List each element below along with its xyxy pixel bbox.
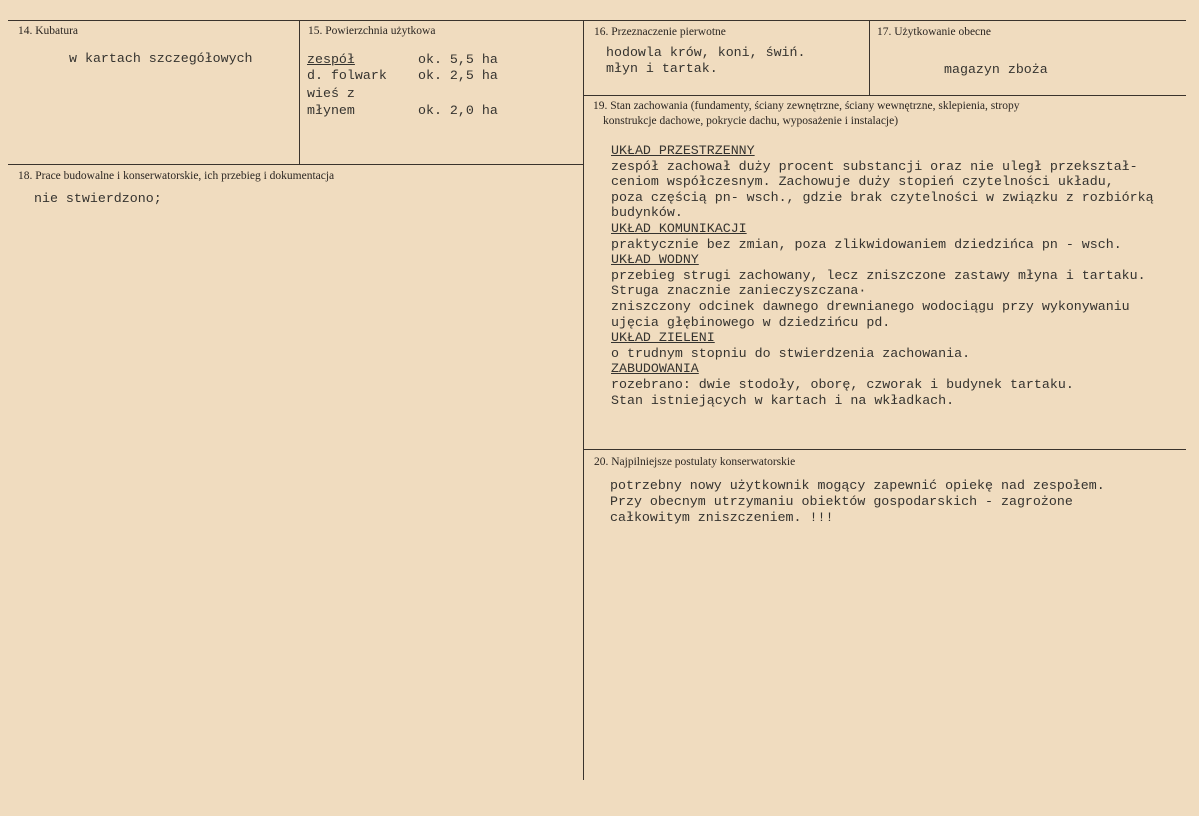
condition-heading: ZABUDOWANIA [611,361,699,377]
rule-below-19 [584,449,1186,450]
condition-heading: UKŁAD PRZESTRZENNY [611,143,755,158]
condition-line: ujęcia głębinowego w dziedzińcu pd. [611,314,891,330]
original-purpose-label: 16. Przeznaczenie pierwotne [594,26,726,38]
condition-heading: UKŁAD WODNY [611,252,699,268]
condition-line: Stan istniejących w kartach i na wkładkach. [611,392,955,408]
condition-line: Struga znacznie zanieczyszczana· [611,283,867,299]
condition-heading: UKŁAD KOMUNIKACJI [611,221,747,236]
center-divider [583,20,584,780]
top-border [8,20,1186,21]
condition-line: poza częścią pn- wsch., gdzie brak czytelności w związku z rozbiórką [611,189,1154,205]
condition-label: 19. Stan zachowania (fundamenty, ściany zewnętrzne, ściany wewnętrzne, sklepienia, stropy [593,100,1020,112]
condition-line: budynków. [611,205,683,221]
current-use-label: 17. Użytkowanie obecne [877,26,992,38]
condition-line: o trudnym stopniu do stwierdzenia zachowania. [611,345,971,361]
area-row-value: ok. 2,0 ha [418,103,498,118]
postulates-line: całkowitym zniszczeniem. !!! [610,510,834,525]
condition-line: zespół zachował duży procent substancji oraz nie uległ przekształ- [611,158,1138,174]
divider-14-15 [299,20,300,164]
condition-line: ceniom współczesnym. Zachowuje duży stopień czytelności układu, [611,174,1114,190]
construction-works-label: 18. Prace budowalne i konserwatorskie, ich przebieg i dokumentacja [18,170,335,182]
rule-below-14-15 [8,164,583,165]
area-row-name: d. folwark [307,68,387,83]
construction-works-value: nie stwierdzono; [34,191,162,206]
kubatura-label: 14. Kubatura [18,25,79,37]
postulates-line: potrzebny nowy użytkownik mogący zapewnić opiekę nad zespołem. [610,478,1105,493]
usable-area-label: 15. Powierzchnia użytkowa [308,25,436,37]
original-purpose-line: młyn i tartak. [606,61,718,76]
original-purpose-line: hodowla krów, koni, świń. [606,45,806,60]
area-row-value: ok. 5,5 ha [418,52,498,67]
postulates-label: 20. Najpilniejsze postulaty konserwatorskie [594,456,796,468]
postulates-line: Przy obecnym utrzymaniu obiektów gospodarskich - zagrożone [610,494,1073,509]
area-row-value: ok. 2,5 ha [418,68,498,83]
condition-label-continued: konstrukcje dachowe, pokrycie dachu, wyposażenie i instalacje) [603,115,899,127]
current-use-value: magazyn zboża [944,62,1048,77]
rule-below-16-17 [584,95,1186,96]
divider-16-17 [869,20,870,95]
area-row-name: wieś z [307,86,355,101]
area-row-name: zespół [307,52,355,67]
condition-line: zniszczony odcinek dawnego drewnianego wodociągu przy wykonywaniu [611,299,1130,314]
condition-line: przebieg strugi zachowany, lecz zniszczone zastawy młyna i tartaku. [611,267,1146,283]
condition-line: praktycznie bez zmian, poza zlikwidowaniem dziedzińca pn - wsch. [611,236,1122,252]
condition-heading: UKŁAD ZIELENI [611,330,715,346]
area-row-name: młynem [307,103,355,118]
kubatura-value: w kartach szczegółowych [69,51,253,66]
condition-line: rozebrano: dwie stodoły, oborę, czworak i budynek tartaku. [611,377,1074,392]
